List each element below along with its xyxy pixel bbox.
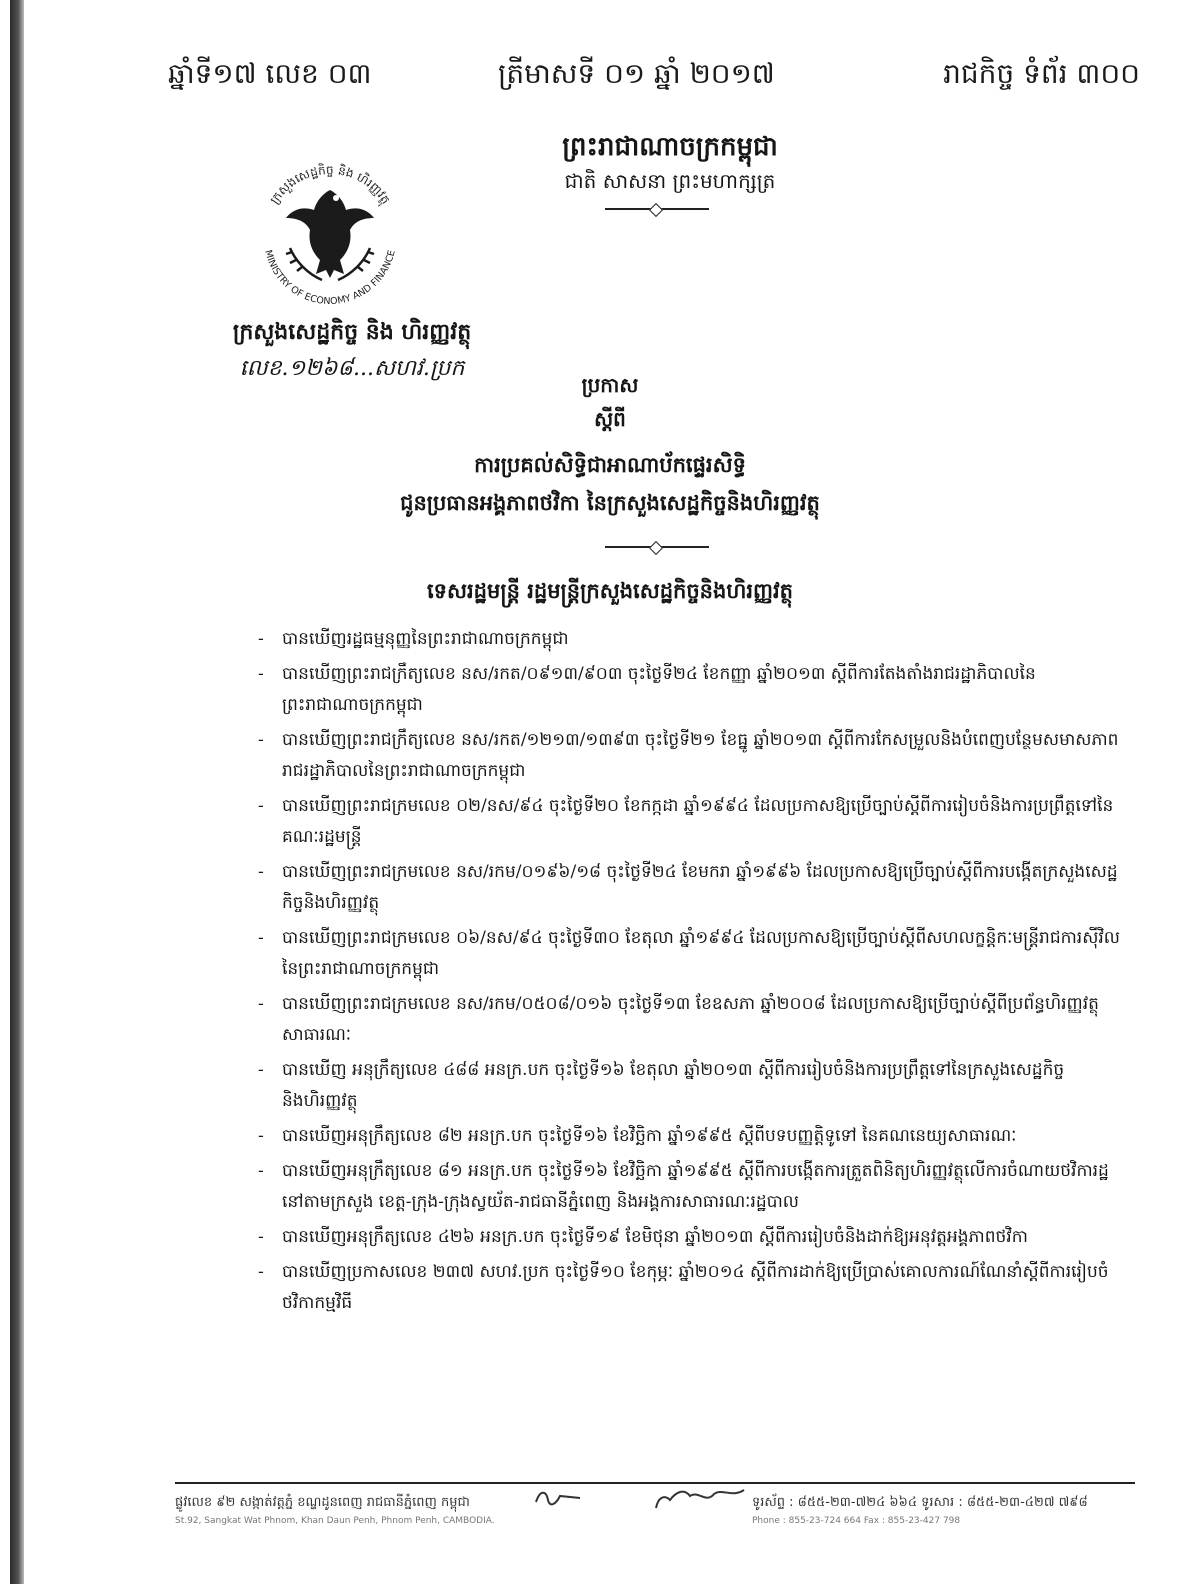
header-quarter: ត្រីមាសទី ០១ ឆ្នាំ ២០១៧ [498,57,775,90]
document-type: ប្រកាស [581,373,639,397]
header-page: រាជកិច្ច ទំព័រ ៣០០ [943,57,1140,90]
list-item: - បានឃើញព្រះរាជក្រមលេខ ០២/នស/៩៤ ចុះថ្ងៃទី២០ ខែកក្កដា ឆ្នាំ១៩៩៤ ដែលប្រកាសឱ្យប្រើច្បាប់ស្តីពីការរៀបចំនិងការប្រព្រឹត្តទៅនៃគណៈរដ្ឋមន្ត្រី [252,791,1122,853]
seal-english-text: MINISTRY OF ECONOMY AND FINANCE [262,248,398,308]
phone-khmer: ទូរស័ព្ទ : ៨៥៥-២៣-៧២៤ ៦៦៤ ទូរសារ : ៨៥៥-២៣-៤២៧ ៧៩៨ [752,1495,1088,1510]
list-item: - បានឃើញព្រះរាជក្រមលេខ នស/រកម/០៥០៨/០១៦ ចុះថ្ងៃទី១៣ ខែឧសភា ឆ្នាំ២០០៨ ដែលប្រកាសឱ្យប្រើច្បាប់ស្តីពីប្រព័ន្ធហិរញ្ញវត្ថុសាធារណៈ [252,989,1122,1051]
header-issue: ឆ្នាំទី១៧ លេខ ០៣ [168,57,372,90]
ministry-seal-icon [250,152,410,312]
title-line-2: ជូនប្រធានអង្គភាពថវិកា នៃក្រសួងសេដ្ឋកិច្ចនិងហិរញ្ញវត្ថុ [400,490,820,515]
phone-english: Phone : 855-23-724 664 Fax : 855-23-427 798 [752,1516,961,1526]
title-line-1: ការប្រគល់សិទ្ធិជាអាណាប័កផ្ទេរសិទ្ធិ [474,452,746,477]
footer-contact [752,1494,1142,1530]
ornament-divider [605,208,709,210]
list-item: - បានឃើញប្រកាសលេខ ២៣៧ សហវ.ប្រក ចុះថ្ងៃទី១០ ខែកុម្ភៈ ឆ្នាំ២០១៤ ស្តីពីការដាក់ឱ្យប្រើប្រាស់គោលការណ៍ណែនាំស្តីពីការរៀបចំថវិកាកម្មវិធី [252,1257,1122,1319]
list-item: - បានឃើញរដ្ឋធម្មនុញ្ញនៃព្រះរាជាណាចក្រកម្ពុជា [252,624,1122,655]
address-english: St.92, Sangkat Wat Phnom, Khan Daun Penh, Phnom Penh, CAMBODIA. [175,1516,495,1526]
list-item: - បានឃើញព្រះរាជក្រឹត្យលេខ នស/រកត/០៩១៣/៩០៣ ចុះថ្ងៃទី២៤ ខែកញ្ញា ឆ្នាំ២០១៣ ស្តីពីការតែងតាំងរាជរដ្ឋាភិបាលនៃព្រះរាជាណាចក្រកម្ពុជា [252,659,1122,721]
considerations-list [252,624,1122,1323]
issuer-title: ទេសរដ្ឋមន្ត្រី រដ្ឋមន្ត្រីក្រសួងសេដ្ឋកិច្ចនិងហិរញ្ញវត្ថុ [427,578,793,603]
reference-number: លេខ.១២៦៨...សហវ.ប្រក [239,356,465,381]
list-item: - បានឃើញព្រះរាជក្រឹត្យលេខ នស/រកត/១២១៣/១៣៩៣ ចុះថ្ងៃទី២១ ខែធ្នូ ឆ្នាំ២០១៣ ស្តីពីការកែសម្រួលនិងបំពេញបន្ថែមសមាសភាពរាជរដ្ឋាភិបាលនៃព្រះរាជាណាចក្រកម្ពុជា [252,725,1122,787]
address-khmer: ផ្លូវលេខ ៩២ សង្កាត់វត្តភ្នំ ខណ្ឌដូនពេញ រាជធានីភ្នំពេញ កម្ពុជា [175,1495,470,1510]
list-item: - បានឃើញព្រះរាជក្រមលេខ ០៦/នស/៩៤ ចុះថ្ងៃទី៣០ ខែតុលា ឆ្នាំ១៩៩៤ ដែលប្រកាសឱ្យប្រើច្បាប់ស្តីពីសហលក្ខន្តិកៈមន្ត្រីរាជការស៊ីវិលនៃព្រះរាជាណាចក្រកម្ពុជា [252,923,1122,985]
list-item: - បានឃើញព្រះរាជក្រមលេខ នស/រកម/០១៩៦/១៨ ចុះថ្ងៃទី២៤ ខែមករា ឆ្នាំ១៩៩៦ ដែលប្រកាសឱ្យប្រើច្បាប់ស្តីពីការបង្កើតក្រសួងសេដ្ឋកិច្ចនិងហិរញ្ញវត្ថុ [252,857,1122,919]
kingdom-motto: ជាតិ សាសនា ព្រះមហាក្សត្រ [564,169,776,193]
title-about: ស្តីពី [594,407,626,431]
kingdom-name: ព្រះរាជាណាចក្រកម្ពុជា [562,132,778,162]
list-item: - បានឃើញអនុក្រឹត្យលេខ ៤២៦ អនក្រ.បក ចុះថ្ងៃទី១៩ ខែមិថុនា ឆ្នាំ២០១៣ ស្តីពីការរៀបចំនិងដាក់ឱ្យអនុវត្តអង្គភាពថវិកា [252,1222,1122,1253]
scan-edge [10,0,24,1584]
ministry-name: ក្រសួងសេដ្ឋកិច្ច និង ហិរញ្ញវត្ថុ [232,319,472,345]
list-item: - បានឃើញអនុក្រឹត្យលេខ ៨១ អនក្រ.បក ចុះថ្ងៃទី១៦ ខែវិច្ឆិកា ឆ្នាំ១៩៩៥ ស្តីពីការបង្កើតការត្រួតពិនិត្យហិរញ្ញវត្ថុលើការចំណាយថវិការដ្ឋនៅតាមក្រសួង ខេត្ត-ក្រុង-ក្រុងស្វយ័ត-រាជធានីភ្នំពេញ និងអង្គការសាធារណៈរដ្ឋបាល [252,1156,1122,1218]
list-item: - បានឃើញអនុក្រឹត្យលេខ ៨២ អនក្រ.បក ចុះថ្ងៃទី១៦ ខែវិច្ឆិកា ឆ្នាំ១៩៩៥ ស្តីពីបទបញ្ញត្តិទូទៅ នៃគណនេយ្យសាធារណៈ [252,1121,1122,1152]
seal-khmer-text: ក្រសួងសេដ្ឋកិច្ច និង ហិរញ្ញវត្ថុ [267,162,393,207]
initial-signature-icon [530,1484,590,1512]
ornament-divider-2 [605,546,709,548]
signature-icon [650,1484,750,1514]
list-item: - បានឃើញ អនុក្រឹត្យលេខ ៤៨៨ អនក្រ.បក ចុះថ្ងៃទី១៦ ខែតុលា ឆ្នាំ២០១៣ ស្តីពីការរៀបចំនិងការប្រព្រឹត្តទៅនៃក្រសួងសេដ្ឋកិច្ចនិងហិរញ្ញវត្ថុ [252,1055,1122,1117]
footer-address [175,1494,555,1530]
gazette-header [168,56,1140,102]
